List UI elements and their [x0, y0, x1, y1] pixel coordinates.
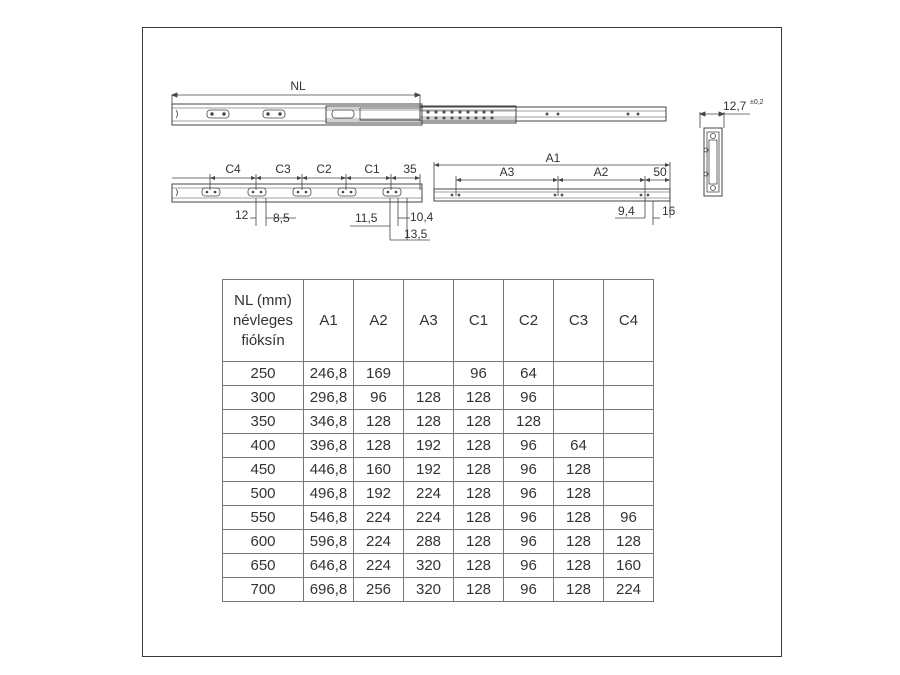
- table-row: [223, 482, 654, 506]
- table-row: [223, 578, 654, 602]
- header-nl-line2: névleges: [232, 311, 294, 329]
- table-cell: 128: [554, 530, 604, 554]
- table-cell: 128: [454, 482, 504, 506]
- table-cell: 96: [504, 554, 554, 578]
- table-cell: [604, 434, 654, 458]
- table-cell: 500: [223, 482, 304, 506]
- label-16: 16: [662, 204, 676, 218]
- table-cell: [554, 362, 604, 386]
- table-cell: 192: [404, 458, 454, 482]
- table-cell: 700: [223, 578, 304, 602]
- table-row: [223, 386, 654, 410]
- table-cell: 450: [223, 458, 304, 482]
- table-cell: 64: [504, 362, 554, 386]
- table-cell: 224: [404, 482, 454, 506]
- label-a3: A3: [499, 165, 515, 179]
- label-12: 12: [235, 208, 249, 222]
- table-row: [223, 410, 654, 434]
- table-cell: 96: [504, 482, 554, 506]
- label-50: 50: [653, 165, 667, 179]
- table-cell: 128: [454, 434, 504, 458]
- table-row: [223, 362, 654, 386]
- header-nl-line3: fióksín: [241, 331, 285, 349]
- table-cell: 128: [554, 554, 604, 578]
- table-cell: 224: [604, 578, 654, 602]
- table-cell: 128: [454, 458, 504, 482]
- table-row: [223, 458, 654, 482]
- table-row: [223, 530, 654, 554]
- table-cell: 128: [454, 530, 504, 554]
- table-cell: 128: [554, 458, 604, 482]
- table-cell: 496,8: [304, 482, 354, 506]
- label-tolerance: ±0,2: [750, 99, 764, 106]
- table-cell: 96: [504, 506, 554, 530]
- header-a1: A1: [304, 280, 354, 362]
- table-cell: 246,8: [304, 362, 354, 386]
- table-cell: [604, 362, 654, 386]
- table-cell: 256: [354, 578, 404, 602]
- label-10-4: 10,4: [410, 210, 434, 224]
- label-nl: NL: [290, 79, 306, 93]
- table-cell: [604, 410, 654, 434]
- header-c4: C4: [604, 280, 654, 362]
- table-row: [223, 506, 654, 530]
- inner-rail-view: [434, 151, 676, 225]
- table-cell: 696,8: [304, 578, 354, 602]
- table-row: [223, 434, 654, 458]
- table-cell: 224: [354, 554, 404, 578]
- table-cell: 288: [404, 530, 454, 554]
- table-cell: 160: [604, 554, 654, 578]
- table-cell: [554, 386, 604, 410]
- table-cell: 446,8: [304, 458, 354, 482]
- label-a1: A1: [545, 151, 561, 165]
- table-cell: 646,8: [304, 554, 354, 578]
- table-cell: 128: [454, 386, 504, 410]
- table-cell: [554, 410, 604, 434]
- header-nl-line1: NL (mm): [234, 291, 292, 309]
- label-13-5: 13,5: [404, 227, 428, 241]
- table-cell: 192: [354, 482, 404, 506]
- table-cell: 250: [223, 362, 304, 386]
- table-cell: 128: [354, 410, 404, 434]
- table-cell: 546,8: [304, 506, 354, 530]
- table-cell: 160: [354, 458, 404, 482]
- table-cell: 350: [223, 410, 304, 434]
- table-cell: 128: [604, 530, 654, 554]
- table-cell: 96: [604, 506, 654, 530]
- table-cell: 64: [554, 434, 604, 458]
- table-row: [223, 554, 654, 578]
- table-cell: 96: [354, 386, 404, 410]
- table-header-row: [223, 280, 654, 362]
- label-c2: C2: [316, 162, 332, 176]
- table-cell: 128: [354, 434, 404, 458]
- table-cell: 128: [404, 410, 454, 434]
- table-cell: 224: [404, 506, 454, 530]
- table-cell: 128: [554, 506, 604, 530]
- label-12-7: 12,7: [723, 99, 747, 113]
- table-cell: 128: [504, 410, 554, 434]
- label-11-5: 11,5: [355, 211, 378, 225]
- header-nl: [223, 280, 304, 362]
- label-c1: C1: [364, 162, 380, 176]
- table-cell: 96: [504, 434, 554, 458]
- slide-cross-section: [700, 99, 764, 196]
- table-body: [223, 362, 654, 602]
- table-cell: 128: [454, 554, 504, 578]
- table-cell: 396,8: [304, 434, 354, 458]
- dimension-table: [222, 279, 654, 602]
- header-a3: A3: [404, 280, 454, 362]
- table-cell: 96: [504, 530, 554, 554]
- table-cell: 400: [223, 434, 304, 458]
- table-cell: 128: [454, 578, 504, 602]
- table-cell: [604, 458, 654, 482]
- header-a2: A2: [354, 280, 404, 362]
- table-cell: 128: [454, 410, 504, 434]
- table-cell: 128: [404, 386, 454, 410]
- table-cell: 296,8: [304, 386, 354, 410]
- label-9-4: 9,4: [618, 204, 635, 218]
- table-cell: 96: [504, 578, 554, 602]
- table-cell: 128: [554, 578, 604, 602]
- table-cell: 650: [223, 554, 304, 578]
- table-cell: [604, 386, 654, 410]
- table-cell: 300: [223, 386, 304, 410]
- table-cell: 320: [404, 578, 454, 602]
- table-cell: [404, 362, 454, 386]
- table-cell: 169: [354, 362, 404, 386]
- table-cell: 96: [454, 362, 504, 386]
- label-c4: C4: [225, 162, 241, 176]
- label-35: 35: [403, 162, 417, 176]
- table-cell: 128: [454, 506, 504, 530]
- label-c3: C3: [275, 162, 291, 176]
- table-cell: 96: [504, 458, 554, 482]
- table-cell: 224: [354, 530, 404, 554]
- table-cell: 596,8: [304, 530, 354, 554]
- header-c2: C2: [504, 280, 554, 362]
- header-c1: C1: [454, 280, 504, 362]
- table-cell: 192: [404, 434, 454, 458]
- table-cell: 346,8: [304, 410, 354, 434]
- table-cell: [604, 482, 654, 506]
- label-8-5: 8,5: [273, 211, 290, 225]
- label-a2: A2: [593, 165, 609, 179]
- table-cell: 320: [404, 554, 454, 578]
- table-cell: 550: [223, 506, 304, 530]
- table-cell: 96: [504, 386, 554, 410]
- table-cell: 128: [554, 482, 604, 506]
- table-cell: 224: [354, 506, 404, 530]
- outer-rail-view: [172, 162, 434, 241]
- slide-side-view: [172, 79, 666, 125]
- header-c3: C3: [554, 280, 604, 362]
- table-cell: 600: [223, 530, 304, 554]
